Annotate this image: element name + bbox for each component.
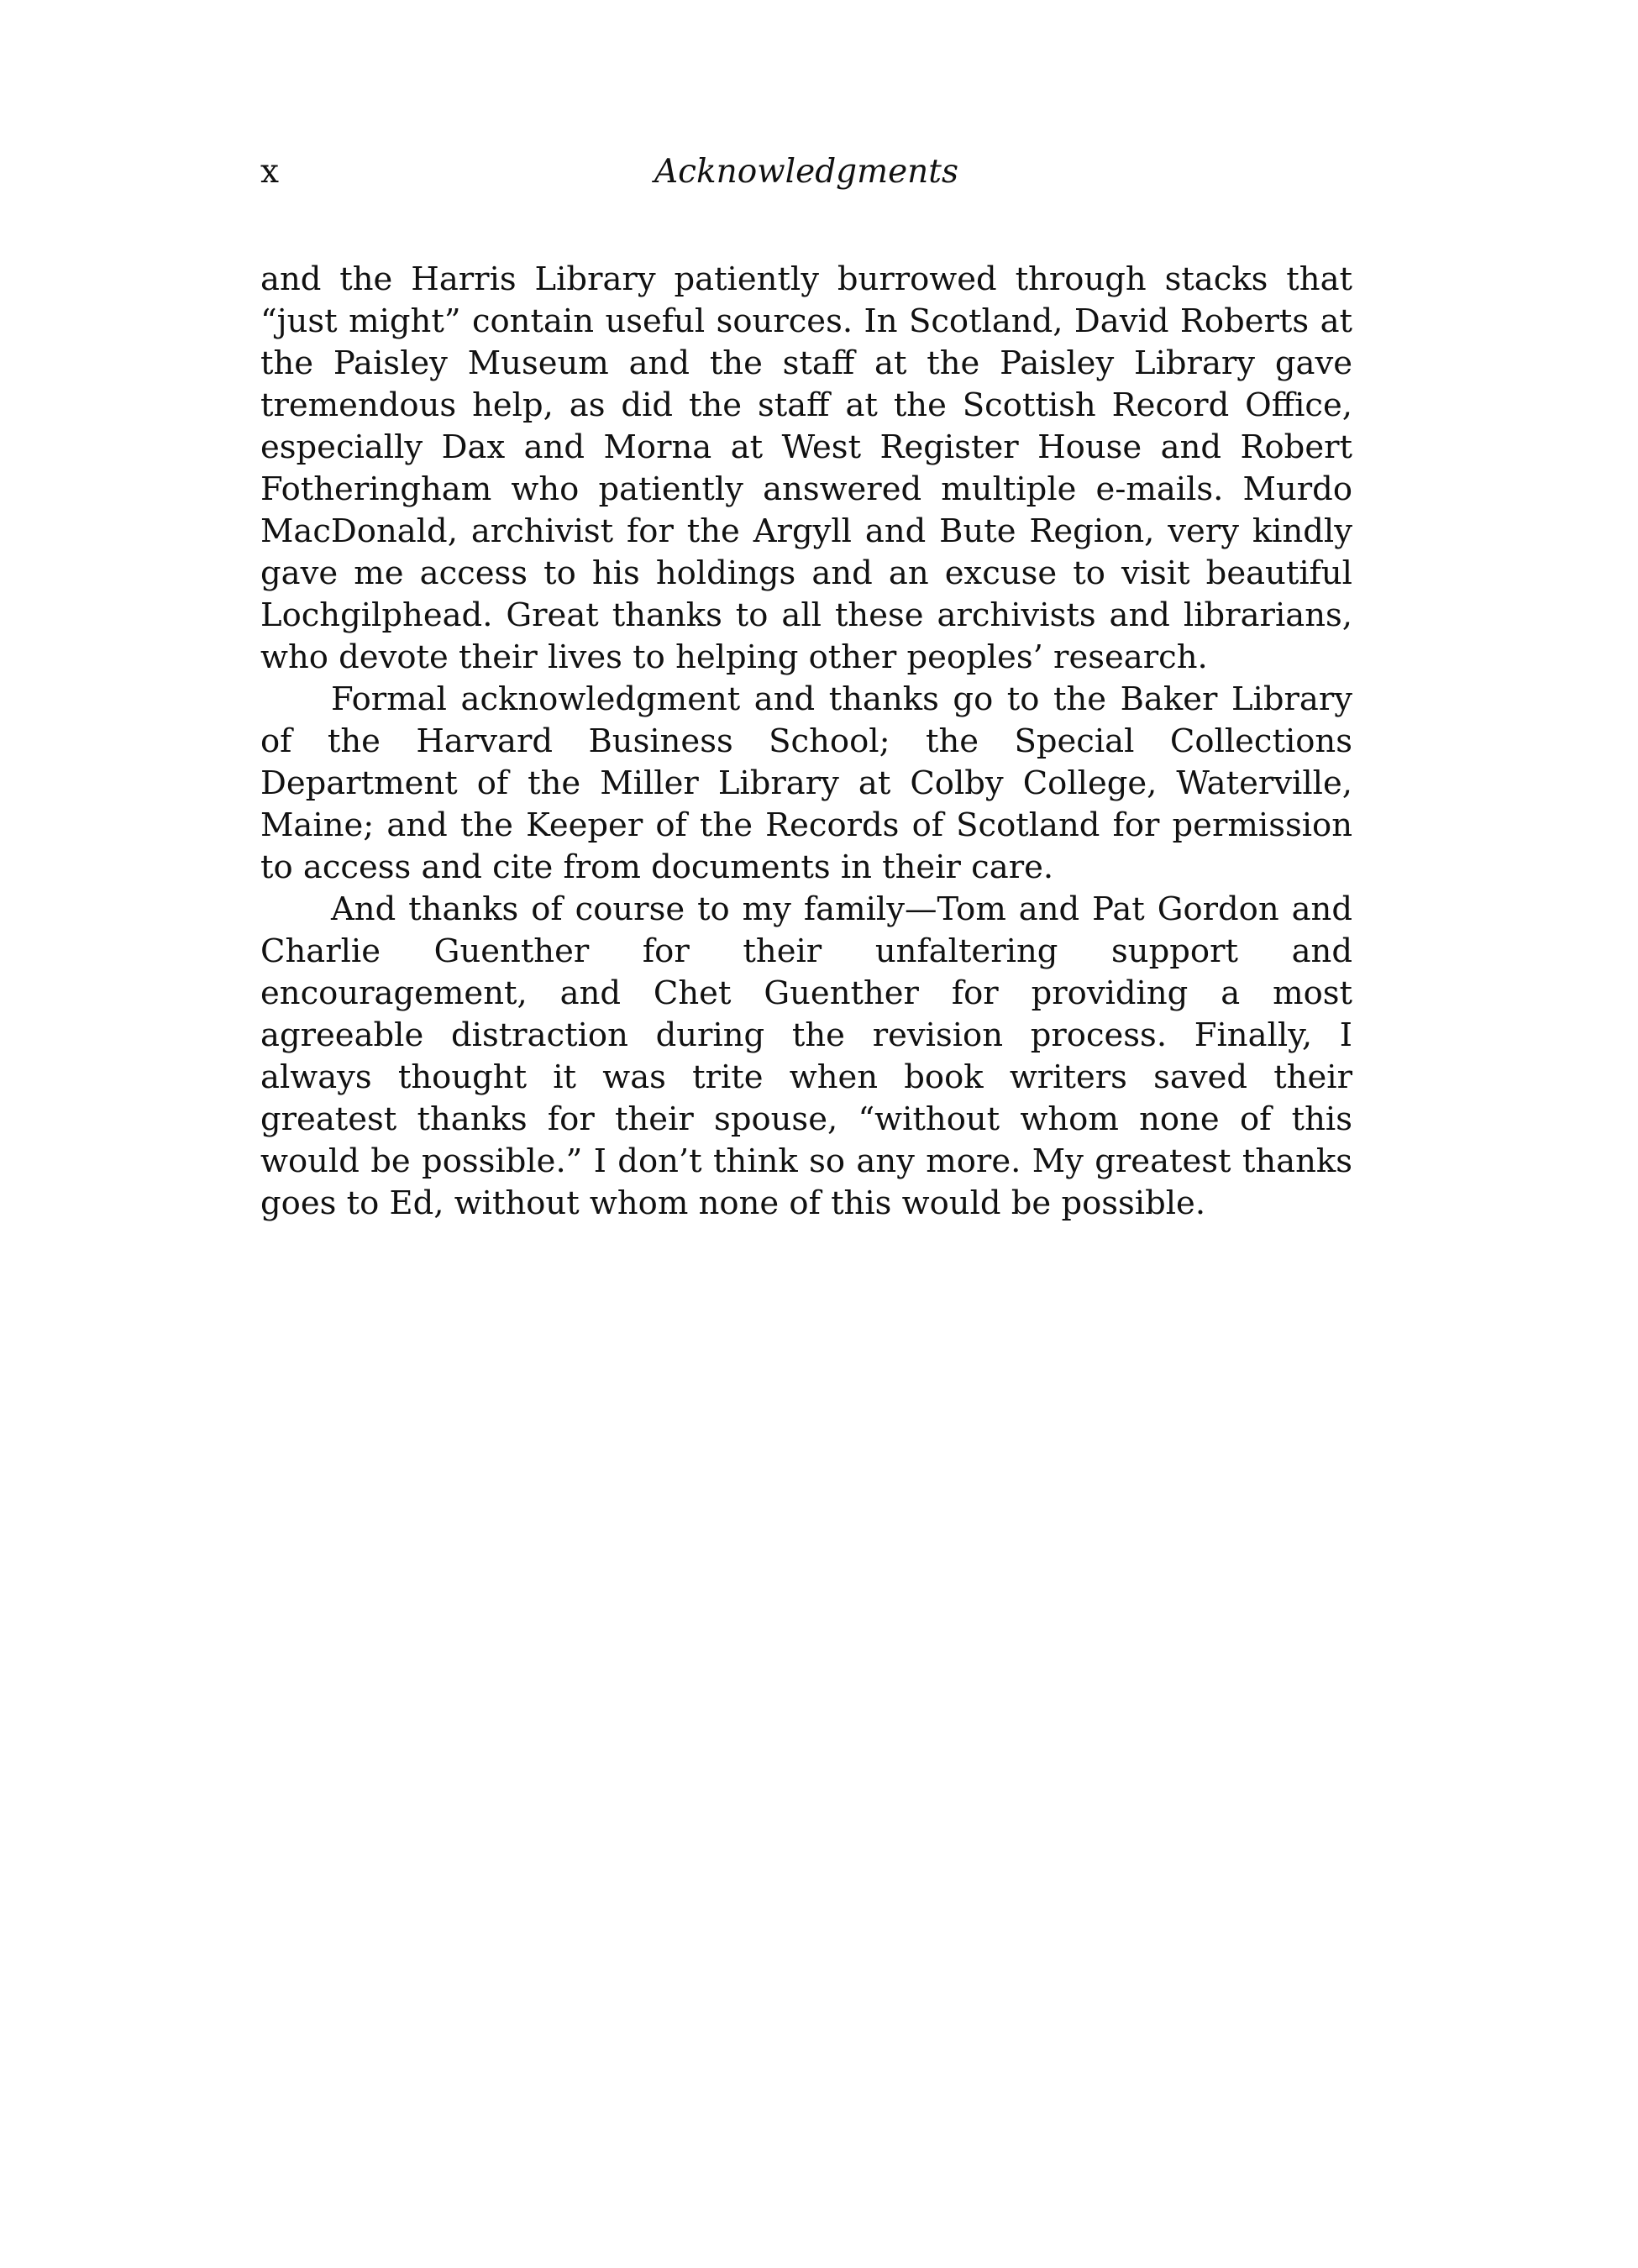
paragraph-continued: and the Harris Library patiently burrowed through stacks that “just might” contain useful sources. In Scotland, David Roberts at the Paisley Museum and the staff at the Paisley Library gave tremendous help, as did the staff at the Scottish Record Office, especially Dax and Morna at West Register House and Robert Fotheringham who patiently answered multiple e-mails. Murdo MacDonald, archivist for the Argyll and Bute Region, very kindly gave me access to his holdings and an excuse to visit beautiful Lochgilphead. Great thanks to all these archivists and librarians, who devote their lives to helping other peoples’ research. bbox=[260, 260, 1352, 676]
running-head: Acknowledgments bbox=[654, 153, 958, 191]
body-text bbox=[260, 259, 1352, 1225]
paragraph-family-thanks: And thanks of course to my family—Tom and Pat Gordon and Charlie Guenther for their unfaltering support and encouragement, and Chet Guenther for providing a most agreeable distraction during the revision process. Finally, I always thought it was trite when book writers saved their greatest thanks for their spouse, “without whom none of this would be possible.” I don’t think so any more. My greatest thanks goes to Ed, without whom none of this would be possible. bbox=[260, 890, 1352, 1222]
paragraph-formal-acknowledgment: Formal acknowledgment and thanks go to the Baker Library of the Harvard Business School; the Special Collections Department of the Miller Library at Colby College, Waterville, Maine; and the Keeper of the Records of Scotland for permission to access and cite from documents in their care. bbox=[260, 680, 1352, 886]
page-number: x bbox=[260, 153, 279, 191]
page-header bbox=[260, 147, 1352, 197]
